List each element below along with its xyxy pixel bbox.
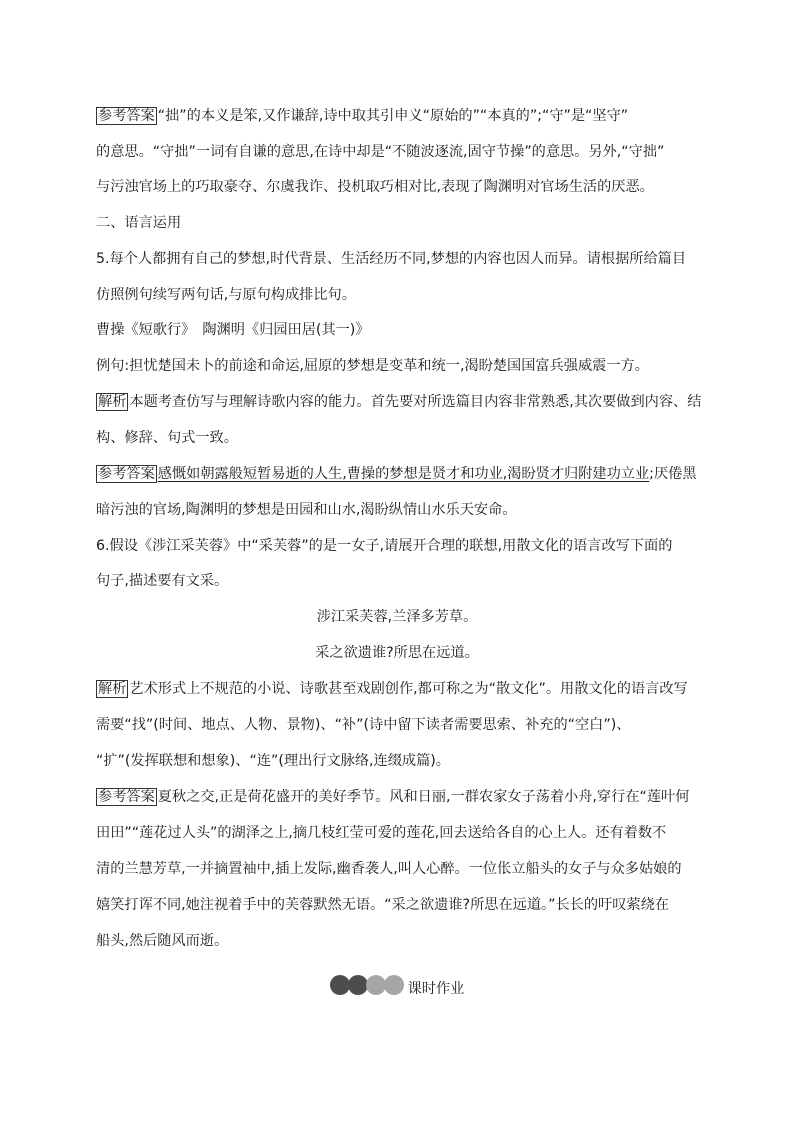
answer-5-line-1 bbox=[96, 464, 696, 484]
text: 本题考查仿写与理解诗歌内容的能力。首先要对所选篇目内容非常熟悉,其次要做到内容、结 bbox=[129, 394, 702, 410]
answer-tag: 参考答案 bbox=[98, 789, 155, 805]
question-5-example: 例句:担忧楚国未卜的前途和命运,屈原的梦想是变革和统一,渴盼楚国国富兵强威震一方。 bbox=[96, 358, 649, 374]
answer-tag: 参考答案 bbox=[98, 108, 155, 124]
question-5-line-2: 仿照例句续写两句话,与原句构成排比句。 bbox=[96, 287, 356, 303]
answer-6-line-4: 嬉笑打诨不同,她注视着手中的芙蓉默然无语。“采之欲遗谁?所思在远道。”长长的吁叹萦绕在 bbox=[96, 897, 669, 913]
poem-line-2: 采之欲遗谁?所思在远道。 bbox=[315, 645, 479, 661]
text: ;厌倦黑 bbox=[649, 466, 697, 482]
answer-6-line-1 bbox=[96, 787, 696, 807]
analysis-tag: 解析 bbox=[98, 394, 127, 410]
analysis-6-line-3: “扩”(发挥联想和想象)、“连”(理出行文脉络,连缀成篇)。 bbox=[96, 753, 450, 769]
dot-icon bbox=[330, 975, 350, 995]
analysis-tag: 解析 bbox=[98, 681, 127, 697]
answer-4-line-1 bbox=[96, 106, 696, 126]
answer-5-line-2: 暗污浊的官场,陶渊明的梦想是田园和山水,渴盼纵情山水乐天安命。 bbox=[96, 502, 517, 518]
underlined-text: 感慨如朝露般短暂易逝的人生,曹操的梦想是贤才和功业,渴盼贤才归附建功立业 bbox=[157, 466, 650, 482]
text: 夏秋之交,正是荷花盛开的美好季节。风和日丽,一群农家女子荡着小舟,穿行在“莲叶何 bbox=[157, 789, 690, 805]
section-footer bbox=[0, 972, 794, 998]
dot-icon bbox=[348, 975, 368, 995]
question-5-works: 曹操《短歌行》 陶渊明《归园田居(其一)》 bbox=[96, 322, 370, 338]
analysis-5-line-2: 构、修辞、句式一致。 bbox=[96, 430, 238, 446]
poem-line-1: 涉江采芙蓉,兰泽多芳草。 bbox=[316, 609, 478, 625]
analysis-6-line-1 bbox=[96, 679, 696, 699]
text: 艺术形式上不规范的小说、诗歌甚至戏剧创作,都可称之为“散文化”。用散文化的语言改写 bbox=[129, 681, 688, 697]
section-heading: 二、语言运用 bbox=[96, 215, 182, 231]
footer-label: 课时作业 bbox=[407, 981, 465, 997]
answer-6-line-2: 田田”“莲花过人头”的湖泽之上,摘几枝红莹可爱的莲花,回去送给各自的心上人。还有着数不 bbox=[96, 825, 667, 841]
answer-6-line-5: 船头,然后随风而逝。 bbox=[96, 933, 229, 949]
dot-icon bbox=[366, 975, 386, 995]
answer-4-line-2: 的意思。“守拙”一词有自谦的意思,在诗中却是“不随波逐流,固守节操”的意思。另外,“守拙” bbox=[96, 144, 665, 160]
analysis-6-line-2: 需要“找”(时间、地点、人物、景物)、“补”(诗中留下读者需要思索、补充的“空白”)、 bbox=[96, 717, 631, 733]
answer-6-line-3: 清的兰慧芳草,一并摘置袖中,插上发际,幽香袭人,叫人心醉。一位伥立船头的女子与众多姑娘的 bbox=[96, 861, 682, 877]
text: “拙”的本义是笨,又作谦辞,诗中取其引申义“原始的”“本真的”;“守”是“坚守” bbox=[157, 108, 629, 124]
question-5-line-1: 5.每个人都拥有自己的梦想,时代背景、生活经历不同,梦想的内容也因人而异。请根据所给篇目 bbox=[96, 251, 687, 267]
dot-icon bbox=[384, 975, 404, 995]
answer-4-line-3: 与污浊官场上的巧取豪夺、尔虞我诈、投机取巧相对比,表现了陶渊明对官场生活的厌恶。 bbox=[96, 179, 654, 195]
analysis-5-line-1 bbox=[96, 392, 702, 412]
answer-tag: 参考答案 bbox=[98, 466, 155, 482]
question-6-line-1: 6.假设《涉江采芙蓉》中“采芙蓉”的是一女子,请展开合理的联想,用散文化的语言改写下面的 bbox=[96, 538, 673, 554]
question-6-line-2: 句子,描述要有文采。 bbox=[96, 573, 229, 589]
